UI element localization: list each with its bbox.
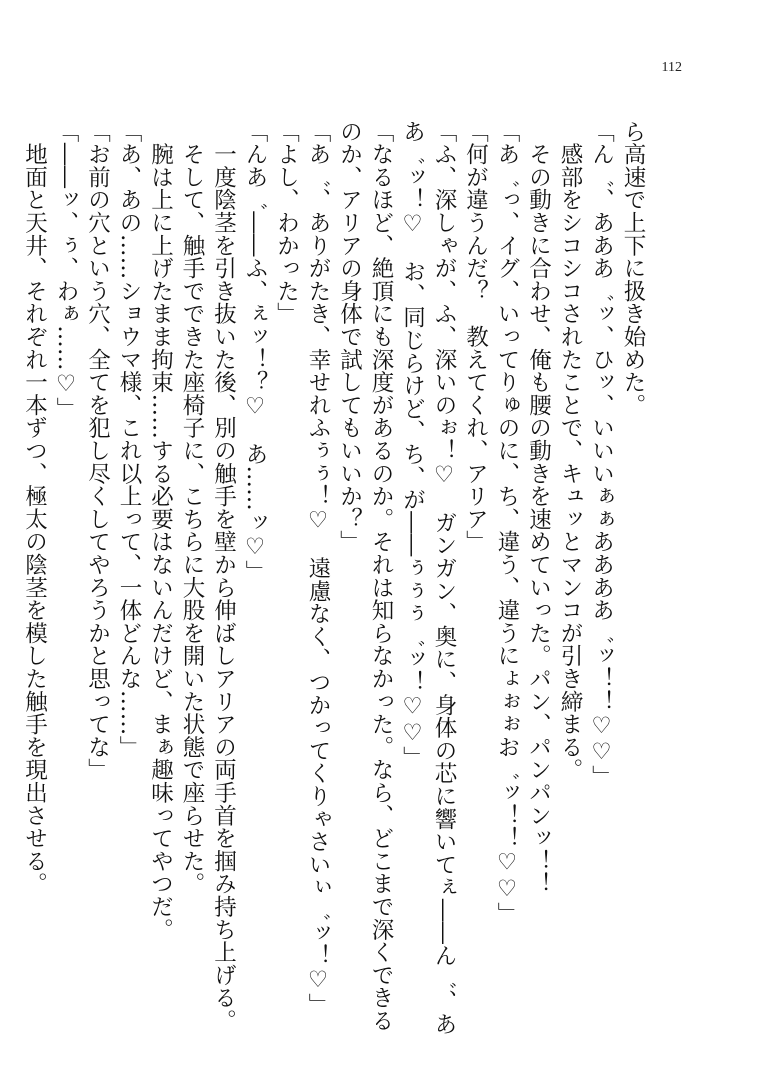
text-line: 一度陰茎を引き抜いた後、別の触手を壁から伸ばしアリアの両手首を掴み持ち上げる。 xyxy=(210,120,237,1032)
text-line: その動きに合わせ、俺も腰の動きを速めていった。パン、パンパンッ！！ xyxy=(525,120,552,896)
text-line: のか、アリアの身体で試してもいいか？」 xyxy=(336,120,363,554)
text-line: 「お前の穴という穴、全てを犯し尽くしてやろうかと思ってな」 xyxy=(84,120,111,782)
text-line: あ゛ッ！♡ お、同じらけど、ち、が――ぅぅぅ゛ッ！♡♡」 xyxy=(399,120,426,769)
text-line: 感部をシコシコされたことで、キュッとマンコが引き締まる。 xyxy=(557,120,583,782)
text-line: 「なるほど、絶頂にも深度があるのか。それは知らなかった。なら、どこまで深くできる xyxy=(368,120,394,1032)
text-line: そして、触手でできた座椅子に、こちらに大股を開いた状態で座らせた。 xyxy=(179,120,205,896)
page-number: 112 xyxy=(661,60,682,75)
text-line: 「何が違うんだ？ 教えてくれ、アリア」 xyxy=(462,120,489,554)
text-line: ら高速で上下に扱き始めた。 xyxy=(620,120,646,417)
text-line: 「あ゛っ、イグ、いってりゅのに、ち、違う、違うにょぉぉお゛ッ！！♡♡」 xyxy=(494,120,520,925)
text-line: 「んあ゛――ふ、ぇッ！？♡ あ……ッ♡」 xyxy=(242,120,268,583)
text-line: 腕は上に上げたまま拘束……する必要はないんだけど、まぁ趣味ってやつだ。 xyxy=(147,120,174,941)
text-line: 「ん゛、あああ゛ッ、ひッ、いいいぁぁああああ゛ッ！！♡♡」 xyxy=(588,120,615,789)
text-line: 地面と天井、それぞれ一本ずつ、極太の陰茎を模した触手を現出させる。 xyxy=(21,120,48,896)
text-line: 「――ッ、ぅ、わぁ……♡」 xyxy=(53,120,79,420)
text-line: 「ふ、深しゃが、ふ、深いのぉ！♡ ガンガン、奥に、身体の芯に響いてぇ――ん゛、あ xyxy=(431,120,457,1036)
text-line: 「あ、あの……ショウマ様、これ以上って、一体どんな……」 xyxy=(116,120,142,759)
text-line: 「よし、わかった」 xyxy=(273,120,300,326)
vertical-text-body xyxy=(18,120,648,1036)
text-line: 「あ゛、ありがたき、幸せれふぅぅ！♡ 遠慮なく、つかってくりゃさいぃ゛ッ！♡」 xyxy=(305,120,331,1017)
